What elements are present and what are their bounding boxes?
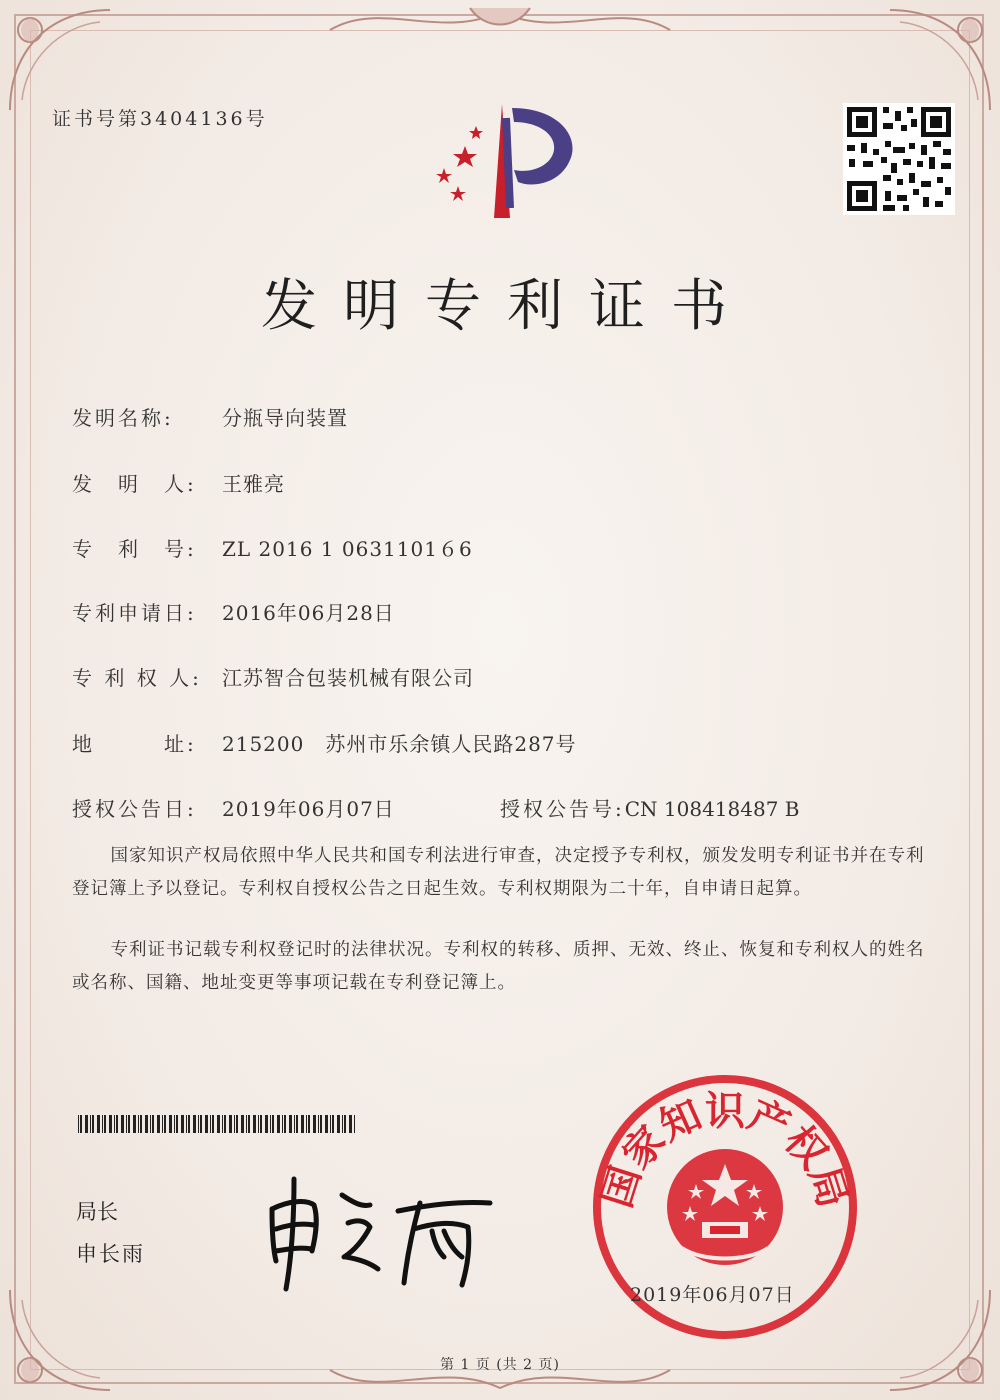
patent-number-value: ZL 2016 1 0631101６6 [222,537,473,561]
seal-text: 国家知识产权局 [594,1088,856,1213]
patentee-value: 江苏智合包装机械有限公司 [222,666,474,690]
legal-status-paragraph: 专利证书记载专利权登记时的法律状况。专利权的转移、质押、无效、终止、恢复和专利权人的姓名或名称、国籍、地址变更等事项记载在专利登记簿上。 [72,940,925,993]
patent-number-row [72,533,473,562]
grant-number-label: 授权公告号: [500,797,625,821]
invention-name-value: 分瓶导向装置 [222,406,348,430]
corner-ornament-icon [0,0,120,120]
application-date-label: 专利申请日: [72,601,197,625]
director-signature-icon [258,1165,518,1295]
application-date-value: 2016年06月28日 [222,601,395,625]
qr-code-icon [843,103,955,215]
statement-paragraph: 国家知识产权局依照中华人民共和国专利法进行审查，决定授予专利权，颁发发明专利证书并在专利登记簿上予以登记。专利权自授权公告之日起生效。专利权期限为二十年，自申请日起算。 [72,846,925,899]
seal-date: 2019年06月07日 [630,1284,795,1306]
certificate-number: 证书号第3404136号 [52,108,268,130]
patent-office-logo-icon [410,98,590,228]
patentee-row [72,662,474,691]
director-name: 申长雨 [76,1242,145,1266]
address-label: 地 址: [72,732,197,756]
page-indicator: 第 1 页 (共 2 页) [440,1357,560,1373]
top-scroll-ornament-icon [320,0,680,45]
address-row [72,728,577,757]
director-title: 局长 [76,1200,118,1224]
inventor-value: 王雅亮 [222,472,285,496]
invention-name-row [72,402,348,431]
grant-date-row [72,793,395,822]
patent-number-label: 专 利 号: [72,537,197,561]
grant-number-row [500,793,800,822]
grant-date-value: 2019年06月07日 [222,797,395,821]
inventor-row [72,468,285,497]
page-title: 发明专利证书 [261,274,753,339]
corner-ornament-icon [880,1280,1000,1400]
grant-date-label: 授权公告日: [72,797,197,821]
address-value: 215200 苏州市乐余镇人民路287号 [222,732,577,756]
barcode-icon [78,1115,358,1133]
grant-number-value: CN 108418487 B [624,797,800,821]
inventor-label: 发 明 人: [72,472,197,496]
patentee-label: 专 利 权 人: [72,666,202,690]
corner-ornament-icon [0,1280,120,1400]
invention-name-label: 发明名称: [72,406,174,430]
corner-ornament-icon [880,0,1000,120]
application-date-row [72,597,395,626]
